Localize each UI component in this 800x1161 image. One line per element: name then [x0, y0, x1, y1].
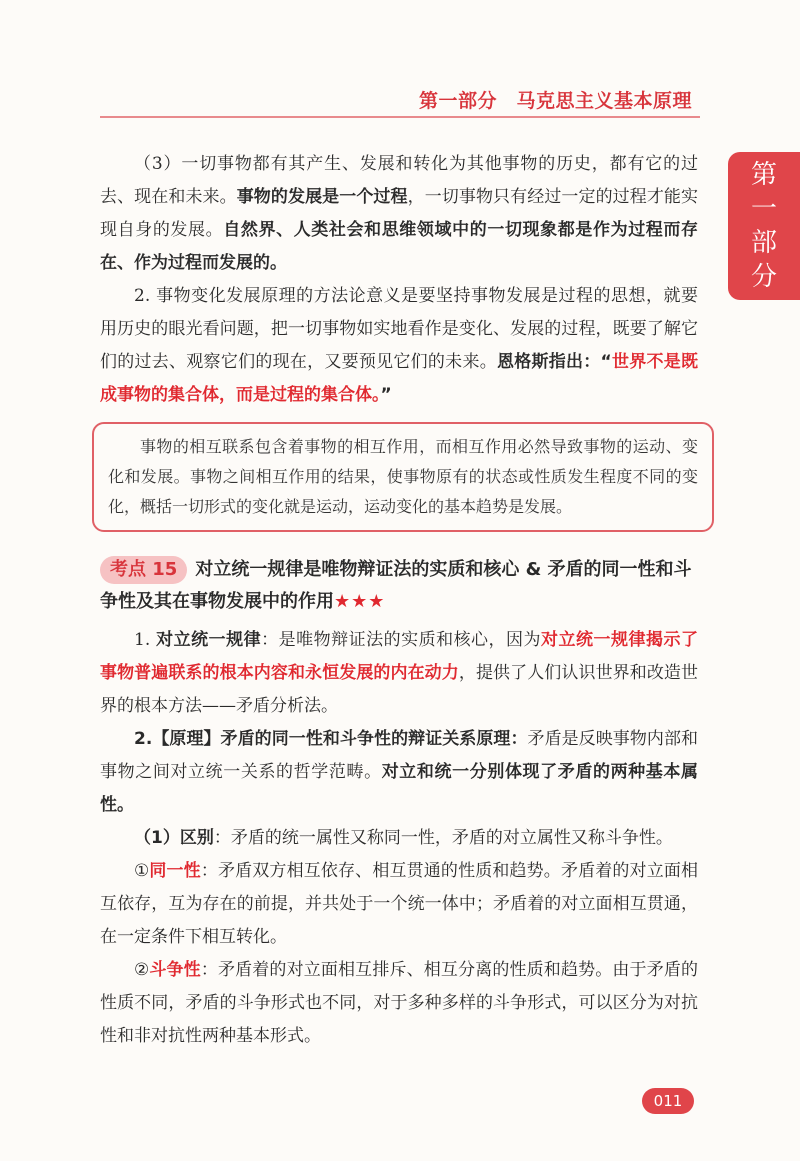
- star-rating-icon: ★★★: [334, 591, 386, 612]
- page-number: 011: [642, 1088, 694, 1114]
- paragraph-identity: [100, 855, 698, 954]
- bold-text: 2.【原理】矛盾的同一性和斗争性的辩证关系原理：: [134, 729, 528, 749]
- part-side-tab: [728, 152, 800, 300]
- side-tab-char: 一: [750, 194, 777, 224]
- text: ：矛盾的统一属性又称同一性，矛盾的对立属性又称斗争性。: [213, 828, 673, 848]
- paragraph-difference: [100, 822, 698, 855]
- header-title: 第一部分 马克思主义基本原理: [418, 90, 692, 112]
- note-text: 事物的相互联系包含着事物的相互作用，而相互作用必然导致事物的运动、变化和发展。事物之间相互作用的结果，使事物原有的状态或性质发生程度不同的变化，概括一切形式的变化就是运动，运动变化的基本趋势是发展。: [108, 437, 698, 516]
- page-content: [100, 148, 698, 1053]
- quote-mark: “: [600, 352, 612, 372]
- paragraph-process: [100, 148, 698, 280]
- bold-text: 对立和统一分别体现了矛盾的两种基本属性。: [100, 762, 699, 815]
- paragraph-methodology: [100, 280, 698, 412]
- red-text: 对立统一规律揭示了事物普遍联系的根本内容和永恒发展的内在动力: [100, 630, 699, 683]
- red-term: 斗争性: [149, 960, 201, 980]
- text: （3）一切事物都有其产生、发展和转化为其他事物的历史，都有它的过去、现在和未来。: [100, 154, 698, 207]
- quote-mark: ”: [380, 385, 392, 405]
- paragraph-principle: [100, 723, 698, 822]
- text: ，一切事物只有经过一定的过程才能实现自身的发展。: [100, 187, 699, 240]
- red-quote: 世界不是既成事物的集合体，而是过程的集合体。: [100, 352, 699, 405]
- text: ②: [134, 960, 150, 980]
- exam-point-title: 对立统一规律是唯物辩证法的实质和核心 & 矛盾的同一性和斗争性及其在事物发展中的作用: [100, 559, 692, 612]
- bold-text: 恩格斯指出：: [496, 352, 601, 372]
- text: ：矛盾着的对立面相互排斥、相互分离的性质和趋势。由于矛盾的性质不同，矛盾的斗争形式也不同，对于多种多样的斗争形式，可以区分为对抗性和非对抗性两种基本形式。: [100, 960, 698, 1046]
- paragraph-struggle: [100, 954, 698, 1053]
- bold-text: 自然界、人类社会和思维领域中的一切现象都是作为过程而存在、作为过程而发展的。: [100, 220, 699, 273]
- bold-text: （1）区别: [134, 828, 214, 848]
- side-tab-char: 第: [750, 160, 777, 190]
- text: ①: [134, 861, 150, 881]
- header-rule: [100, 116, 700, 118]
- text: ，提供了人们认识世界和改造世界的根本方法——矛盾分析法。: [100, 663, 699, 716]
- page-header: [0, 78, 700, 118]
- text: ：是唯物辩证法的实质和核心，因为: [261, 630, 542, 650]
- note-box: [92, 422, 714, 532]
- bold-text: 对立统一规律: [156, 630, 262, 650]
- paragraph-unity-law: [100, 624, 698, 723]
- text: 矛盾是反映事物内部和事物之间对立统一关系的哲学范畴。: [100, 729, 698, 782]
- side-tab-char: 分: [750, 262, 777, 292]
- text: 1.: [134, 630, 157, 650]
- exam-point-heading: [100, 554, 698, 618]
- text: 2. 事物变化发展原理的方法论意义是要坚持事物发展是过程的思想，就要用历史的眼光看问题，把一切事物如实地看作是变化、发展的过程，既要了解它们的过去、观察它们的现在，又要预见它们的未来。: [100, 286, 698, 372]
- text: ：矛盾双方相互依存、相互贯通的性质和趋势。矛盾着的对立面相互依存，互为存在的前提，并共处于一个统一体中；矛盾着的对立面相互贯通，在一定条件下相互转化。: [100, 861, 698, 947]
- exam-point-badge: 考点 15: [100, 556, 187, 584]
- red-term: 同一性: [149, 861, 201, 881]
- bold-text: 事物的发展是一个过程: [236, 187, 408, 207]
- side-tab-char: 部: [750, 228, 777, 258]
